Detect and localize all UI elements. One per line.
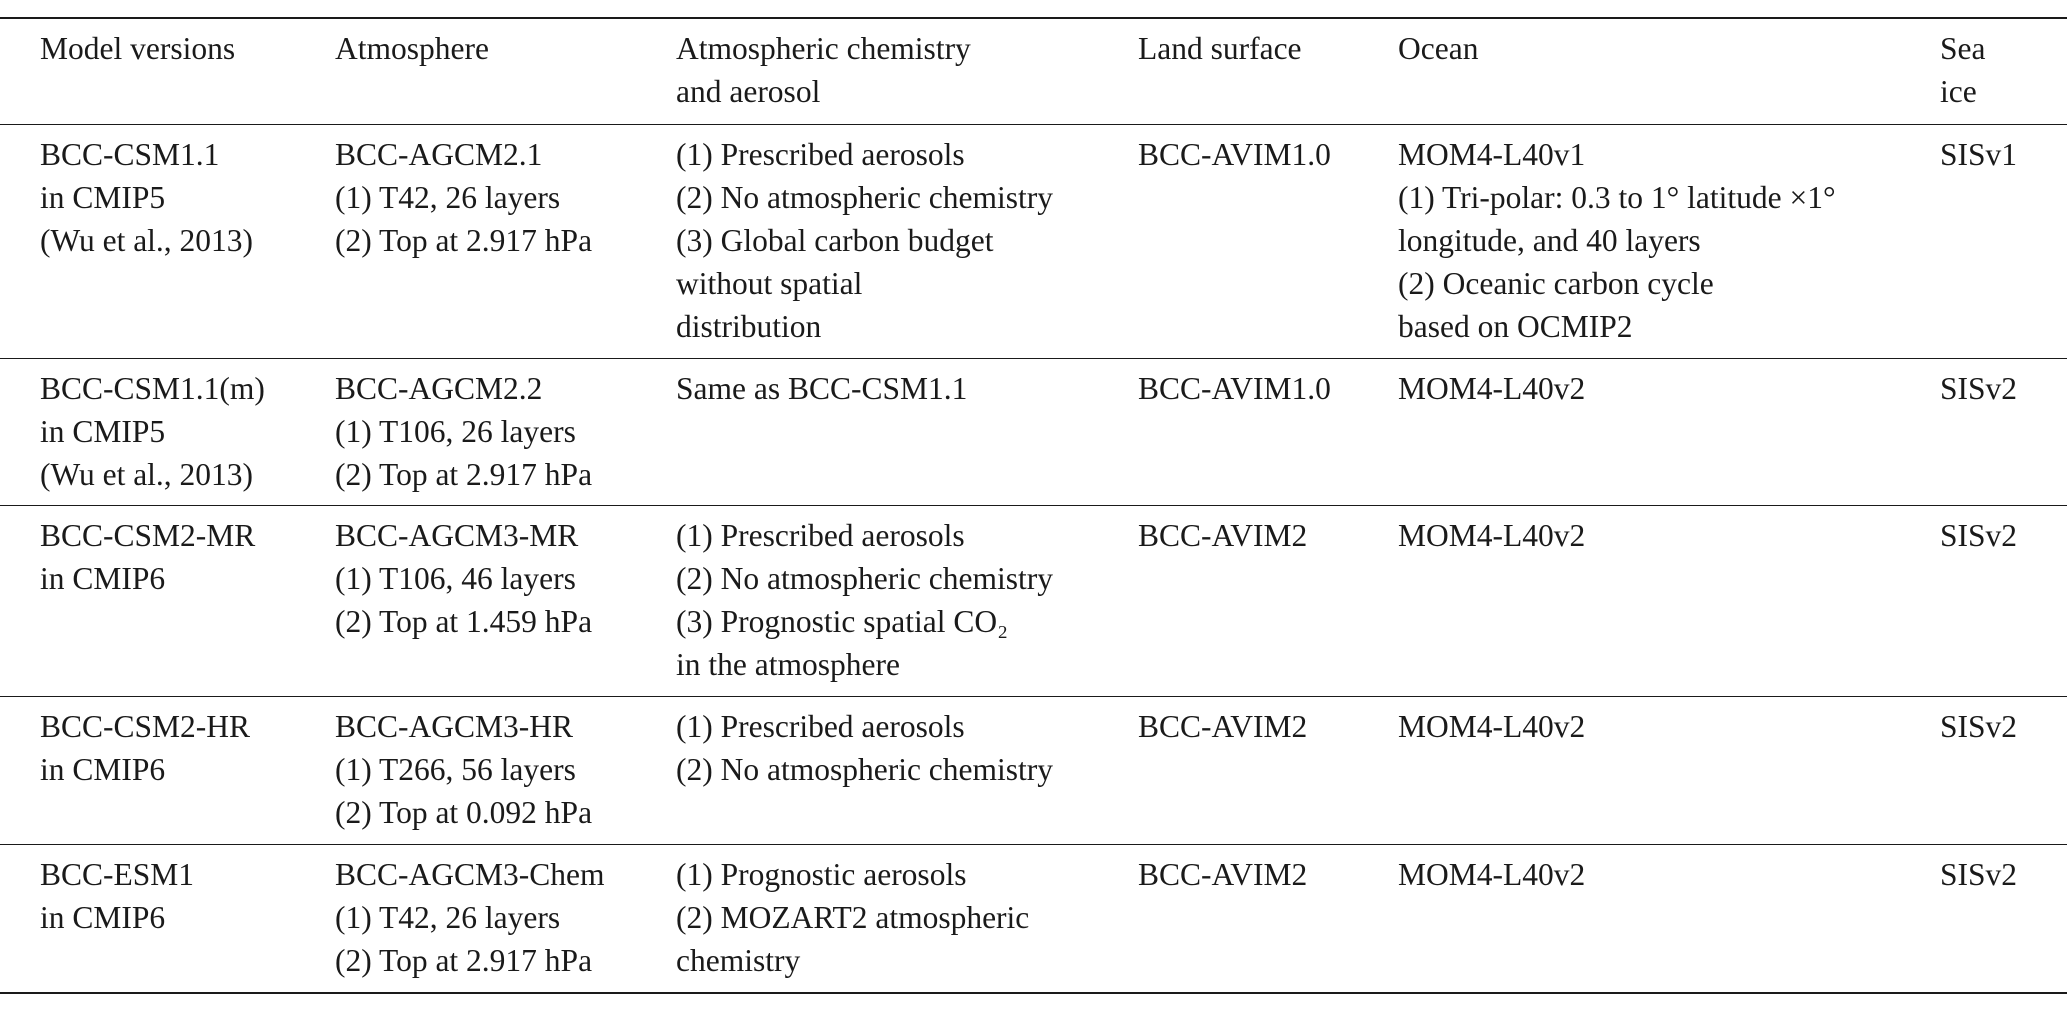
cell-line: in CMIP5 <box>40 180 166 215</box>
cell-line: (1) Prescribed aerosols <box>676 518 965 553</box>
cell-line: (1) Prescribed aerosols <box>676 137 965 172</box>
cell-line: BCC-AVIM1.0 <box>1138 371 1331 406</box>
cell-line: SISv2 <box>1940 371 2018 406</box>
cell-line: (2) No atmospheric chemistry <box>676 180 1054 215</box>
header-sea-ice <box>1940 18 2067 125</box>
header-text: ice <box>1940 74 1977 109</box>
cell-line: BCC-AGCM2.2 <box>335 371 543 406</box>
cell-atmosphere <box>335 359 676 506</box>
cell-land-surface <box>1138 845 1398 994</box>
cell-line: BCC-CSM2-HR <box>40 709 251 744</box>
cell-line: (2) MOZART2 atmospheric <box>676 900 1030 935</box>
cell-chemistry <box>676 845 1138 994</box>
cell-model-version <box>0 359 335 506</box>
header-atmospheric-chemistry <box>676 18 1138 125</box>
model-versions-table-container <box>0 17 2067 994</box>
cell-line: BCC-AGCM3-HR <box>335 709 574 744</box>
cell-line: BCC-AVIM2 <box>1138 857 1308 892</box>
cell-ocean <box>1398 845 1940 994</box>
cell-sea-ice <box>1940 359 2067 506</box>
cell-line: BCC-AVIM2 <box>1138 709 1308 744</box>
table-row <box>0 845 2067 994</box>
cell-line: BCC-AGCM3-Chem <box>335 857 605 892</box>
cell-line: BCC-AVIM1.0 <box>1138 137 1331 172</box>
cell-sea-ice <box>1940 697 2067 845</box>
cell-atmosphere <box>335 506 676 697</box>
cell-line: (1) Tri-polar: 0.3 to 1° latitude ×1° <box>1398 180 1836 215</box>
table-header-row <box>0 18 2067 125</box>
cell-line: in CMIP6 <box>40 561 166 596</box>
model-versions-table <box>0 17 2067 994</box>
cell-line: (2) Top at 2.917 hPa <box>335 223 593 258</box>
cell-sea-ice <box>1940 125 2067 359</box>
cell-land-surface <box>1138 359 1398 506</box>
cell-line: Same as BCC-CSM1.1 <box>676 371 968 406</box>
cell-line: MOM4-L40v2 <box>1398 709 1586 744</box>
table-row <box>0 125 2067 359</box>
cell-line: BCC-CSM1.1(m) <box>40 371 265 406</box>
header-text: Model versions <box>40 31 236 66</box>
cell-line: (1) Prescribed aerosols <box>676 709 965 744</box>
cell-line: (1) T106, 46 layers <box>335 561 576 596</box>
cell-line: (2) No atmospheric chemistry <box>676 752 1054 787</box>
header-text: Land surface <box>1138 31 1302 66</box>
cell-line: in CMIP5 <box>40 414 166 449</box>
cell-line: (3) Global carbon budget <box>676 223 994 258</box>
header-text: Atmosphere <box>335 31 489 66</box>
header-text: Sea <box>1940 31 1986 66</box>
cell-line: (2) Top at 1.459 hPa <box>335 604 593 639</box>
cell-line: in CMIP6 <box>40 900 166 935</box>
cell-line: BCC-ESM1 <box>40 857 195 892</box>
cell-line: chemistry <box>676 943 801 978</box>
cell-chemistry <box>676 506 1138 697</box>
cell-line: MOM4-L40v1 <box>1398 137 1586 172</box>
cell-line: SISv1 <box>1940 137 2018 172</box>
cell-ocean <box>1398 697 1940 845</box>
cell-atmosphere <box>335 125 676 359</box>
cell-line: longitude, and 40 layers <box>1398 223 1701 258</box>
header-model-versions <box>0 18 335 125</box>
cell-line: SISv2 <box>1940 518 2018 553</box>
cell-line: BCC-AGCM3-MR <box>335 518 579 553</box>
cell-chemistry <box>676 359 1138 506</box>
cell-land-surface <box>1138 506 1398 697</box>
cell-ocean <box>1398 125 1940 359</box>
cell-model-version <box>0 845 335 994</box>
table-row <box>0 359 2067 506</box>
cell-line: (2) Oceanic carbon cycle <box>1398 266 1714 301</box>
cell-model-version <box>0 125 335 359</box>
cell-model-version <box>0 506 335 697</box>
header-text: and aerosol <box>676 74 821 109</box>
cell-line: BCC-AVIM2 <box>1138 518 1308 553</box>
header-text: Ocean <box>1398 31 1479 66</box>
cell-line: in CMIP6 <box>40 752 166 787</box>
cell-line: (1) T106, 26 layers <box>335 414 576 449</box>
cell-line: MOM4-L40v2 <box>1398 857 1586 892</box>
cell-line: BCC-AGCM2.1 <box>335 137 543 172</box>
cell-land-surface <box>1138 697 1398 845</box>
cell-line: distribution <box>676 309 822 344</box>
header-ocean <box>1398 18 1940 125</box>
cell-line: (2) Top at 2.917 hPa <box>335 457 593 492</box>
cell-line: MOM4-L40v2 <box>1398 518 1586 553</box>
cell-sea-ice <box>1940 506 2067 697</box>
cell-line: (2) Top at 2.917 hPa <box>335 943 593 978</box>
cell-atmosphere <box>335 697 676 845</box>
table-row <box>0 697 2067 845</box>
cell-line: SISv2 <box>1940 709 2018 744</box>
cell-line: in the atmosphere <box>676 647 900 682</box>
cell-ocean <box>1398 359 1940 506</box>
cell-ocean <box>1398 506 1940 697</box>
cell-line: (Wu et al., 2013) <box>40 223 254 258</box>
cell-line: based on OCMIP2 <box>1398 309 1633 344</box>
cell-line: (1) T42, 26 layers <box>335 180 561 215</box>
cell-sea-ice <box>1940 845 2067 994</box>
cell-line: (1) T266, 56 layers <box>335 752 576 787</box>
header-text: Atmospheric chemistry <box>676 31 971 66</box>
cell-line: (2) No atmospheric chemistry <box>676 561 1054 596</box>
cell-chemistry <box>676 125 1138 359</box>
table-row <box>0 506 2067 697</box>
cell-line: (Wu et al., 2013) <box>40 457 254 492</box>
cell-line: (1) T42, 26 layers <box>335 900 561 935</box>
cell-line: (1) Prognostic aerosols <box>676 857 967 892</box>
cell-line: SISv2 <box>1940 857 2018 892</box>
cell-line: without spatial <box>676 266 863 301</box>
cell-line: BCC-CSM2-MR <box>40 518 256 553</box>
cell-atmosphere <box>335 845 676 994</box>
cell-model-version <box>0 697 335 845</box>
cell-land-surface <box>1138 125 1398 359</box>
cell-line: MOM4-L40v2 <box>1398 371 1586 406</box>
header-land-surface <box>1138 18 1398 125</box>
cell-chemistry <box>676 697 1138 845</box>
cell-line: (2) Top at 0.092 hPa <box>335 795 593 830</box>
header-atmosphere <box>335 18 676 125</box>
cell-line: BCC-CSM1.1 <box>40 137 220 172</box>
cell-line: (3) Prognostic spatial CO₂ <box>676 604 1009 639</box>
